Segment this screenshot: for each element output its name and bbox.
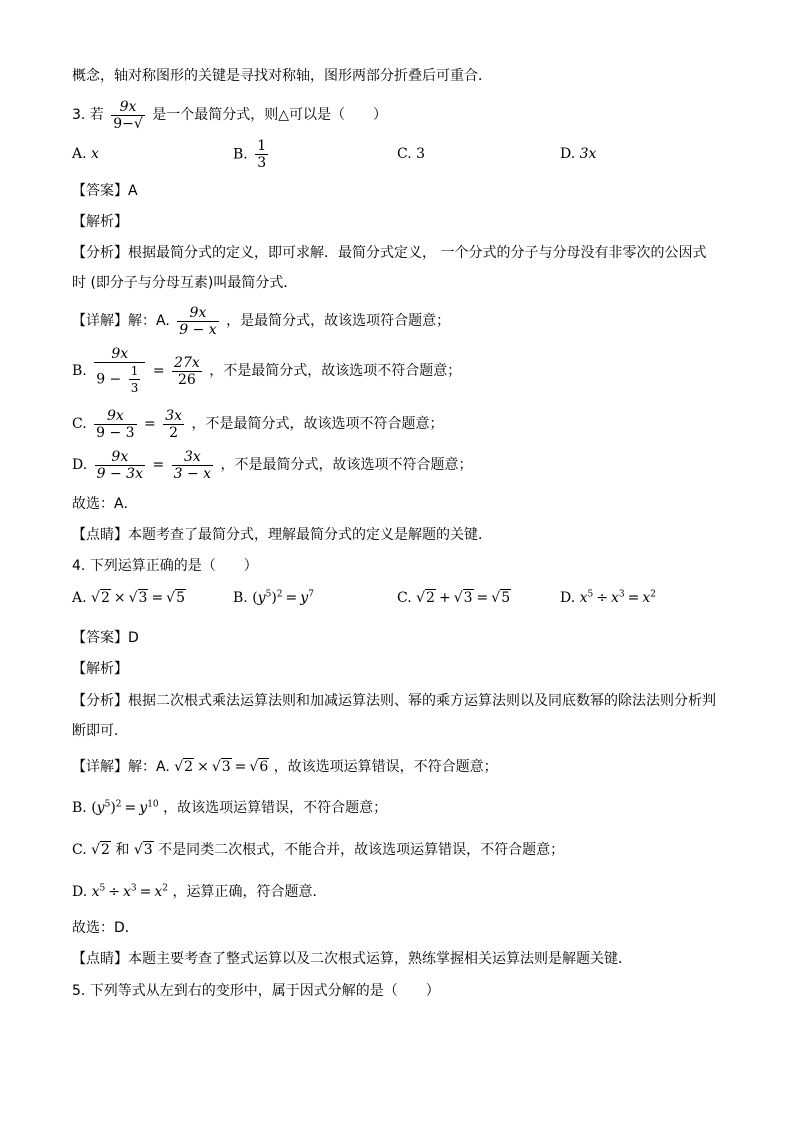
choice-line: 故选：A．: [72, 496, 138, 512]
detail-prefix: 【详解】解：A.: [72, 313, 170, 329]
option-label: C.: [72, 842, 87, 858]
option-a: A. √2 × √3 = √5: [72, 590, 186, 606]
option-value: 3x: [579, 146, 597, 162]
numerator: 3x: [165, 407, 183, 424]
analysis-text: 时 (即分子与分母互素)叫最简分式．: [72, 275, 298, 291]
denominator: 3: [257, 155, 267, 171]
numerator: 9x: [94, 346, 145, 363]
option-label: C.: [72, 416, 87, 432]
fraction: [111, 99, 145, 132]
option-label: C.: [397, 590, 412, 606]
sqrt: √3: [128, 590, 148, 606]
sqrt: √3: [211, 759, 231, 775]
sqrt: √2: [91, 590, 110, 606]
text-line: 概念，轴对称图形的关键是寻找对称轴，图形两部分折叠后可重合．: [72, 68, 492, 84]
denominator: 9 − 3x: [96, 465, 143, 482]
numerator: 9x: [94, 408, 136, 425]
question-3: [72, 95, 734, 135]
option-label: D.: [560, 590, 576, 606]
analysis-heading: 【解析】: [72, 214, 128, 230]
detail-text: ，故该选项运算错误，不符合题意；: [163, 800, 388, 816]
option-label: D.: [560, 146, 576, 162]
detail-d: [72, 445, 734, 485]
denominator: [94, 363, 145, 396]
detail-4c: [72, 840, 734, 864]
question-5: 5. 下列等式从左到右的变形中，属于因式分解的是（ ）: [72, 983, 440, 999]
analysis-heading: 【解析】: [72, 661, 128, 677]
option-label: D.: [72, 884, 88, 900]
fraction: [163, 408, 184, 441]
option-d: [560, 146, 596, 162]
numerator: 1: [257, 138, 267, 154]
detail-4d: D. $x^5 \div x^3 = x^2$ ，运算正确，符合题意．: [72, 883, 327, 900]
detail-text: ，运算正确，符合题意．: [172, 884, 327, 900]
equals-sign: =: [144, 416, 156, 432]
detail-text: ，故该选项运算错误，不符合题意；: [273, 759, 498, 775]
detail-c: [72, 404, 734, 444]
option-label: A.: [72, 590, 87, 606]
detail-text: ，是最简分式，故该选项符合题意；: [226, 313, 451, 329]
denominator: 9 − x: [179, 321, 217, 338]
detail-prefix: 【详解】解：A.: [72, 759, 170, 775]
option-label: D.: [72, 457, 88, 473]
denominator-part: 9 −: [96, 371, 122, 388]
option-d: D. $x^5 \div x^3 = x^2$: [560, 589, 657, 606]
sqrt: √2: [416, 590, 435, 606]
question-text: 是一个最简分式，则△可以是（ ）: [152, 107, 388, 123]
fraction: [172, 449, 213, 482]
numerator: 9x: [111, 99, 145, 116]
numerator: 9x: [95, 449, 145, 466]
analysis-text: 断即可．: [72, 723, 128, 739]
question-4: 4. 下列运算正确的是（ ）: [72, 558, 258, 574]
comment-line: 【点睛】本题考查了最简分式，理解最简分式的定义是解题的关键．: [72, 527, 492, 543]
equals-sign: =: [152, 363, 165, 379]
fraction: [172, 355, 202, 388]
denominator: 3 − x: [173, 465, 212, 482]
option-label: B.: [233, 590, 248, 606]
option-label: B.: [72, 363, 87, 379]
sqrt: √5: [166, 590, 186, 606]
connector-text: 和: [115, 842, 130, 858]
denominator: 2: [169, 424, 179, 441]
denominator: 9 − 3: [96, 424, 135, 441]
answer-label: 【答案】D: [72, 630, 139, 646]
fraction: [177, 305, 218, 338]
options-row-q3: [72, 138, 732, 178]
option-label: B.: [72, 800, 87, 816]
answer-label: 【答案】A: [72, 183, 138, 199]
fraction: [95, 449, 145, 482]
detail-text: 不是同类二次根式，不能合并，故该选项运算错误，不符合题意；: [158, 842, 565, 858]
sqrt: √2: [174, 759, 194, 775]
denominator: 26: [177, 371, 196, 388]
denominator: 3: [130, 381, 139, 395]
sqrt: √5: [491, 590, 511, 606]
detail-b: [72, 342, 734, 400]
sqrt: √2: [91, 842, 110, 858]
detail-4b: B. $(y^5)^2 = y^{10}$ ，故该选项运算错误，不符合题意；: [72, 799, 388, 816]
numerator: 27x: [174, 354, 200, 371]
option-a: [72, 146, 99, 162]
option-c: C. 3: [397, 146, 426, 162]
sqrt: √3: [453, 590, 473, 606]
option-c: C. √2 + √3 = √5: [397, 590, 511, 606]
fraction: [94, 346, 145, 396]
detail-text: ，不是最简分式，故该选项不符合题意；: [191, 416, 444, 432]
detail-text: ，不是最简分式，故该选项不符合题意；: [209, 363, 462, 379]
detail-4a: 【详解】解：A. √2 × √3 = √6 ，故该选项运算错误，不符合题意；: [72, 759, 498, 775]
numerator: 1: [130, 364, 139, 378]
fraction: [129, 363, 141, 396]
question-number: 3. 若: [72, 107, 104, 123]
fraction: [255, 138, 268, 171]
option-b: B. $(y^5)^2 = y^7$: [233, 589, 314, 606]
denominator: 9−√: [113, 115, 143, 132]
fraction: [94, 408, 136, 441]
analysis-text: 【分析】根据最简分式的定义，即可求解．最简分式定义， 一个分式的分子与分母没有非零次的公因式: [72, 245, 707, 261]
detail-a: [72, 301, 734, 341]
detail-text: ，不是最简分式，故该选项不符合题意；: [220, 457, 473, 473]
numerator: 3x: [172, 449, 213, 466]
option-label: B.: [233, 146, 248, 163]
option-label: A.: [72, 146, 87, 162]
sqrt: √3: [133, 842, 153, 858]
sqrt: √6: [249, 759, 269, 775]
analysis-text: 【分析】根据二次根式乘法运算法则和加减运算法则、幂的乘方运算法则以及同底数幂的除法法则分析判: [72, 693, 716, 709]
options-row-q4: [72, 590, 732, 614]
numerator: 9x: [177, 305, 218, 322]
equals-sign: =: [152, 457, 165, 473]
option-b: [233, 138, 271, 171]
option-value: x: [91, 146, 99, 162]
comment-line: 【点睛】本题主要考查了整式运算以及二次根式运算，熟练掌握相关运算法则是解题关键．: [72, 951, 632, 967]
choice-line: 故选：D．: [72, 920, 139, 936]
